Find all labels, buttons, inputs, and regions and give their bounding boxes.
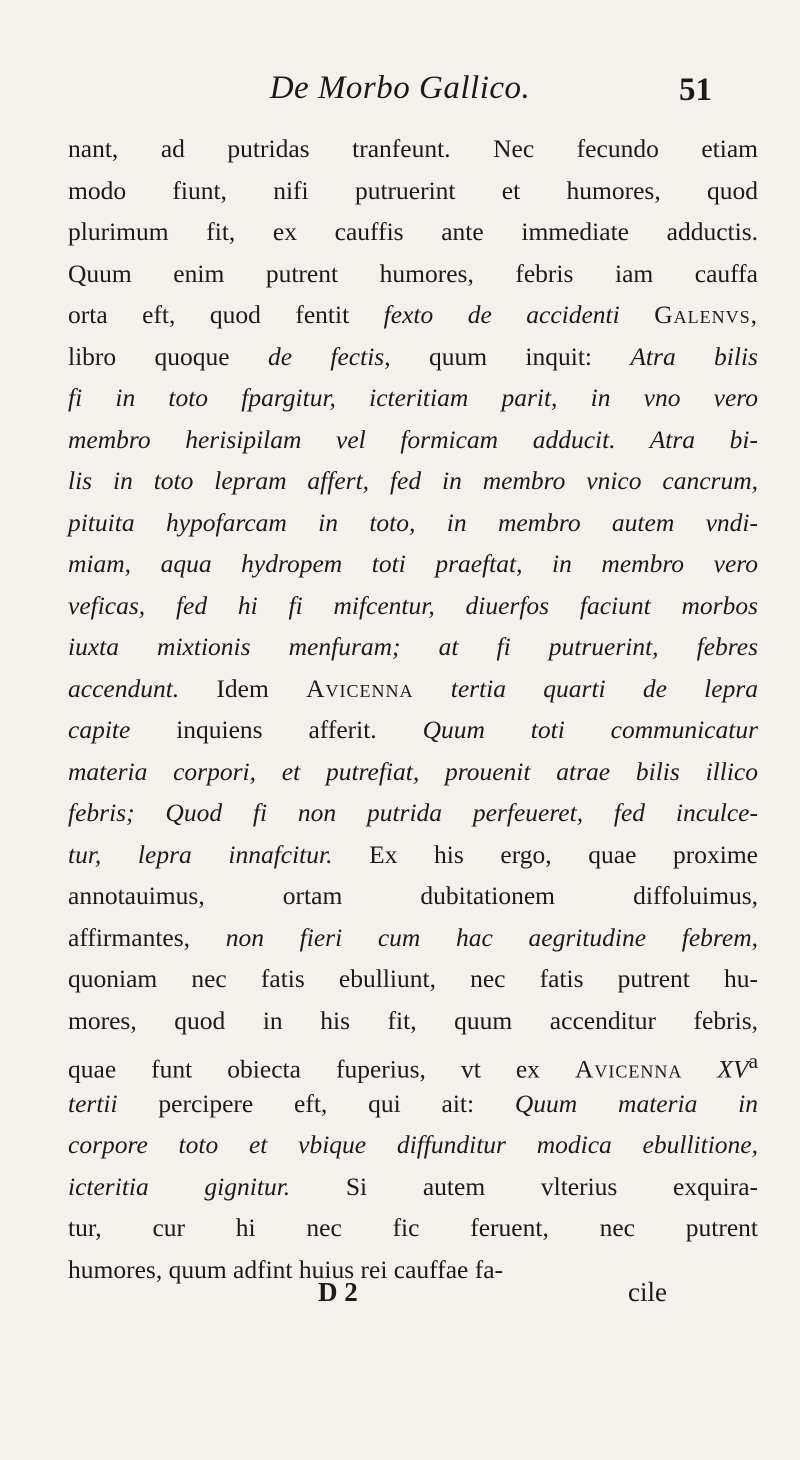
text-segment: Ex his ergo, quae proxime <box>332 839 758 869</box>
italic-text: non fieri cum hac aegritudine febrem, <box>225 922 758 952</box>
text-line <box>68 128 758 170</box>
text-line <box>68 253 758 295</box>
text-segment <box>414 674 451 703</box>
text-line <box>68 294 758 336</box>
text-segment <box>620 300 654 329</box>
text-line <box>68 502 758 544</box>
text-line <box>68 626 758 668</box>
italic-text: icteritia gignitur. <box>68 1171 291 1201</box>
text-segment: nant, ad putridas tranfeunt. Nec fecundo etiam <box>68 134 758 163</box>
italic-text: tertii <box>68 1088 118 1118</box>
italic-text: Quum toti communicatur <box>422 715 758 744</box>
text-line <box>68 585 758 627</box>
text-segment: modo fiunt, nifi putruerint et humores, quod <box>68 175 758 205</box>
text-line <box>68 958 758 1000</box>
text-segment: percipere eft, qui ait: <box>117 1088 515 1118</box>
italic-text: iuxta mixtionis menfuram; at fi putruerint, febres <box>68 632 758 661</box>
text-segment <box>682 1055 717 1084</box>
italic-text: Atra bilis <box>630 341 758 371</box>
italic-text: accendunt. <box>68 673 180 703</box>
text-segment: plurimum fit, ex cauffis ante immediate adductis. <box>68 217 758 246</box>
text-segment: quae funt obiecta fuperius, vt ex <box>68 1054 575 1084</box>
text-segment: tur, cur hi nec fic feruent, nec putrent <box>68 1213 758 1242</box>
running-head: De Morbo Gallico. <box>269 70 531 106</box>
small-caps-name: Galenvs, <box>654 300 758 329</box>
text-line <box>68 792 758 834</box>
text-line <box>68 709 758 751</box>
italic-text: lis in toto lepram affert, fed in membro vnico cancrum, <box>68 466 758 495</box>
italic-text: tur, lepra innafcitur. <box>68 839 333 869</box>
text-segment: , quum inquit: <box>384 341 631 371</box>
signature-mark: D 2 <box>318 1277 358 1307</box>
text-line <box>68 377 758 419</box>
italic-text: capite <box>68 715 131 744</box>
text-segment: Quum enim putrent humores, febris iam cauffa <box>68 258 758 288</box>
text-segment: orta eft, quod fentit <box>68 300 384 329</box>
text-line <box>68 460 758 502</box>
text-line <box>68 1083 758 1125</box>
text-line <box>68 917 758 959</box>
text-segment: Si autem vlterius exquira- <box>290 1171 758 1201</box>
text-line <box>68 875 758 917</box>
small-caps-name: Avicenna <box>574 1054 683 1084</box>
text-line <box>68 1000 758 1042</box>
italic-text: de fectis <box>267 341 385 371</box>
italic-text: fexto de accidenti <box>383 300 620 329</box>
page-number: 51 <box>679 72 712 108</box>
text-segment: quoniam nec fatis ebulliunt, nec fatis putrent hu- <box>68 964 758 993</box>
text-line <box>68 419 758 461</box>
italic-text: membro herisipilam vel formicam adducit. Atra bi- <box>68 424 758 454</box>
text-line <box>68 834 758 876</box>
text-line <box>68 170 758 212</box>
text-segment: affirmantes, <box>68 922 226 952</box>
page-footer <box>0 1277 800 1321</box>
italic-text: veficas, fed hi fi mifcentur, diuerfos faciunt morbos <box>68 590 758 620</box>
text-segment: inquiens afferit. <box>130 715 423 744</box>
text-line <box>68 1041 758 1083</box>
text-line <box>68 1207 758 1249</box>
text-segment: libro quoque <box>68 341 268 371</box>
italic-text: miam, aqua hydropem toti praeftat, in membro vero <box>68 549 758 578</box>
text-line <box>68 668 758 710</box>
text-line <box>68 751 758 793</box>
text-line <box>68 336 758 378</box>
italic-text: XV <box>717 1054 749 1084</box>
text-segment: humores, quum adfint huius rei cauffae fa- <box>68 1254 504 1284</box>
italic-text: materia corpori, et putrefiat, prouenit atrae bilis illico <box>68 756 758 786</box>
small-caps-name: Avicenna <box>306 673 414 703</box>
italic-text: fi in toto fpargitur, icteritiam parit, in vno vero <box>68 383 758 412</box>
text-line <box>68 211 758 253</box>
text-line <box>68 1166 758 1208</box>
italic-text: pituita hypofarcam in toto, in membro autem vndi- <box>68 507 758 537</box>
text-segment: annotauimus, ortam dubitationem diffoluimus, <box>68 881 758 910</box>
italic-text: febris; Quod fi non putrida perfeueret, fed inculce- <box>68 798 758 827</box>
italic-text: corpore toto et vbique diffunditur modica ebullitione, <box>68 1130 758 1159</box>
text-line <box>68 543 758 585</box>
text-segment: mores, quod in his fit, quum accenditur febris, <box>68 1005 758 1035</box>
page-header <box>0 70 800 120</box>
catchword: cile <box>628 1277 667 1307</box>
text-segment: Idem <box>179 673 307 703</box>
body-text <box>68 128 758 1290</box>
italic-text: Quum materia in <box>514 1088 758 1118</box>
superscript: a <box>748 1049 758 1073</box>
text-line <box>68 1124 758 1166</box>
italic-text: tertia quarti de lepra <box>450 673 759 703</box>
